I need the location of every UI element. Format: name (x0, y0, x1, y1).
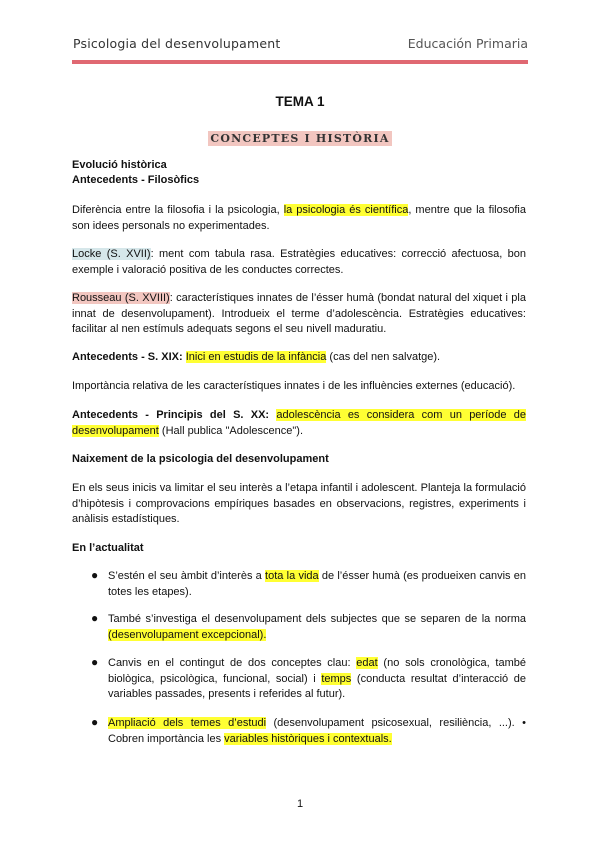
page-title: TEMA 1 (275, 94, 325, 109)
header-title: Psicologia del desenvolupament (73, 36, 281, 51)
bullet-icon: ● (91, 655, 99, 669)
paragraph-naixement: En els seus inicis va limitar el seu interès a l’etapa infantil i adolescent. Planteja la formulació d’hipòtesis i comprovacions empíriques basades en observacions, registres, experiments i anàlisis estadístiques. (72, 482, 526, 525)
list-item (108, 656, 526, 703)
paragraph-importancia: Importància relativa de les característiques innates i de les influències externes (educació). (72, 380, 516, 392)
paragraph-rousseau (72, 291, 526, 338)
locke-text: : ment com tabula rasa. Estratègies educatives: correcció afectuosa, bon exemple i valoració positiva de les conductes correctes. (72, 248, 526, 276)
xix-label: Antecedents - S. XIX: (72, 351, 183, 363)
xix-highlight: Inici en estudis de la infància (185, 351, 327, 363)
rousseau-tag: Rousseau (S. XVIII) (72, 292, 170, 304)
xx-label: Antecedents - Principis del S. XX: (72, 409, 270, 421)
b3-highlight-edat: edat (356, 657, 378, 669)
paragraph-locke (72, 247, 526, 278)
locke-tag: Locke (S. XVII) (72, 248, 151, 260)
paragraph-s-xx (72, 408, 526, 439)
xix-text: (cas del nen salvatge). (326, 351, 441, 363)
xx-text: (Hall publica "Adolescence"). (158, 424, 303, 437)
b2-text-a: També s’investiga el desenvolupament dels subjectes que se separen de la norma (108, 613, 526, 625)
list-item (108, 612, 526, 643)
p1-text-a: Diferència entre la filosofia i la psicologia, (72, 204, 284, 216)
heading-antecedents-filosofics: Antecedents - Filosòfics (72, 174, 200, 186)
b3-text-a: Canvis en el contingut de dos conceptes clau: (108, 657, 357, 669)
b3-text-c: (conducta resultat d’interacció de variables passades, presents i referides al futur). (108, 672, 526, 700)
b4-text-a: (desenvolupament psicosexual, resiliència, ...). • Cobren importància les (108, 717, 526, 745)
paragraph-s-xix (72, 350, 526, 366)
heading-actualitat: En l’actualitat (72, 542, 144, 554)
b2-highlight: (desenvolupament excepcional). (108, 628, 267, 641)
subtitle-text: CONCEPTES I HISTÒRIA (210, 132, 390, 145)
b3-highlight-temps: temps (321, 672, 352, 685)
heading-naixement: Naixement de la psicologia del desenvolupament (72, 453, 329, 465)
heading-evolucio: Evolució històrica (72, 159, 167, 171)
paragraph-filosofia (72, 203, 526, 234)
b4-highlight-variables: variables històriques i contextuals. (224, 732, 392, 745)
xx-highlight: adolescència es considera com un període de desenvolupament (72, 409, 526, 437)
bullet-icon: ● (91, 568, 99, 582)
header-course: Educación Primaria (407, 36, 528, 51)
rousseau-text: : característiques innates de l’ésser humà (bondat natural del xiquet i pla innat de desenvolupament). Introdueix el terme d’adolescència. Estratègies educatives: facilitar al nen estímuls adequats segons el seu nivell maduratiu. (72, 292, 526, 335)
b3-text-b: (no sols cronològica, també biològica, psicològica, funcional, social) i (108, 657, 526, 685)
b1-text-a: S’estén el seu àmbit d’interès a (108, 570, 266, 582)
header-divider (72, 60, 528, 64)
page-number: 1 (296, 798, 304, 810)
list-item (108, 716, 526, 747)
bullet-icon: ● (91, 611, 99, 625)
p1-highlight: la psicologia és científica (283, 204, 409, 216)
b4-highlight-ampliacio: Ampliació dels temes d’estudi (108, 717, 267, 729)
list-item (108, 569, 526, 600)
b1-text-b: de l’ésser humà (es produeixen canvis en totes les etapes). (108, 570, 526, 598)
section-subtitle (0, 129, 600, 147)
b1-highlight: tota la vida (265, 570, 319, 582)
bullet-icon: ● (91, 715, 99, 729)
p1-text-b: , mentre que la filosofia son idees personals no experimentades. (72, 204, 526, 232)
